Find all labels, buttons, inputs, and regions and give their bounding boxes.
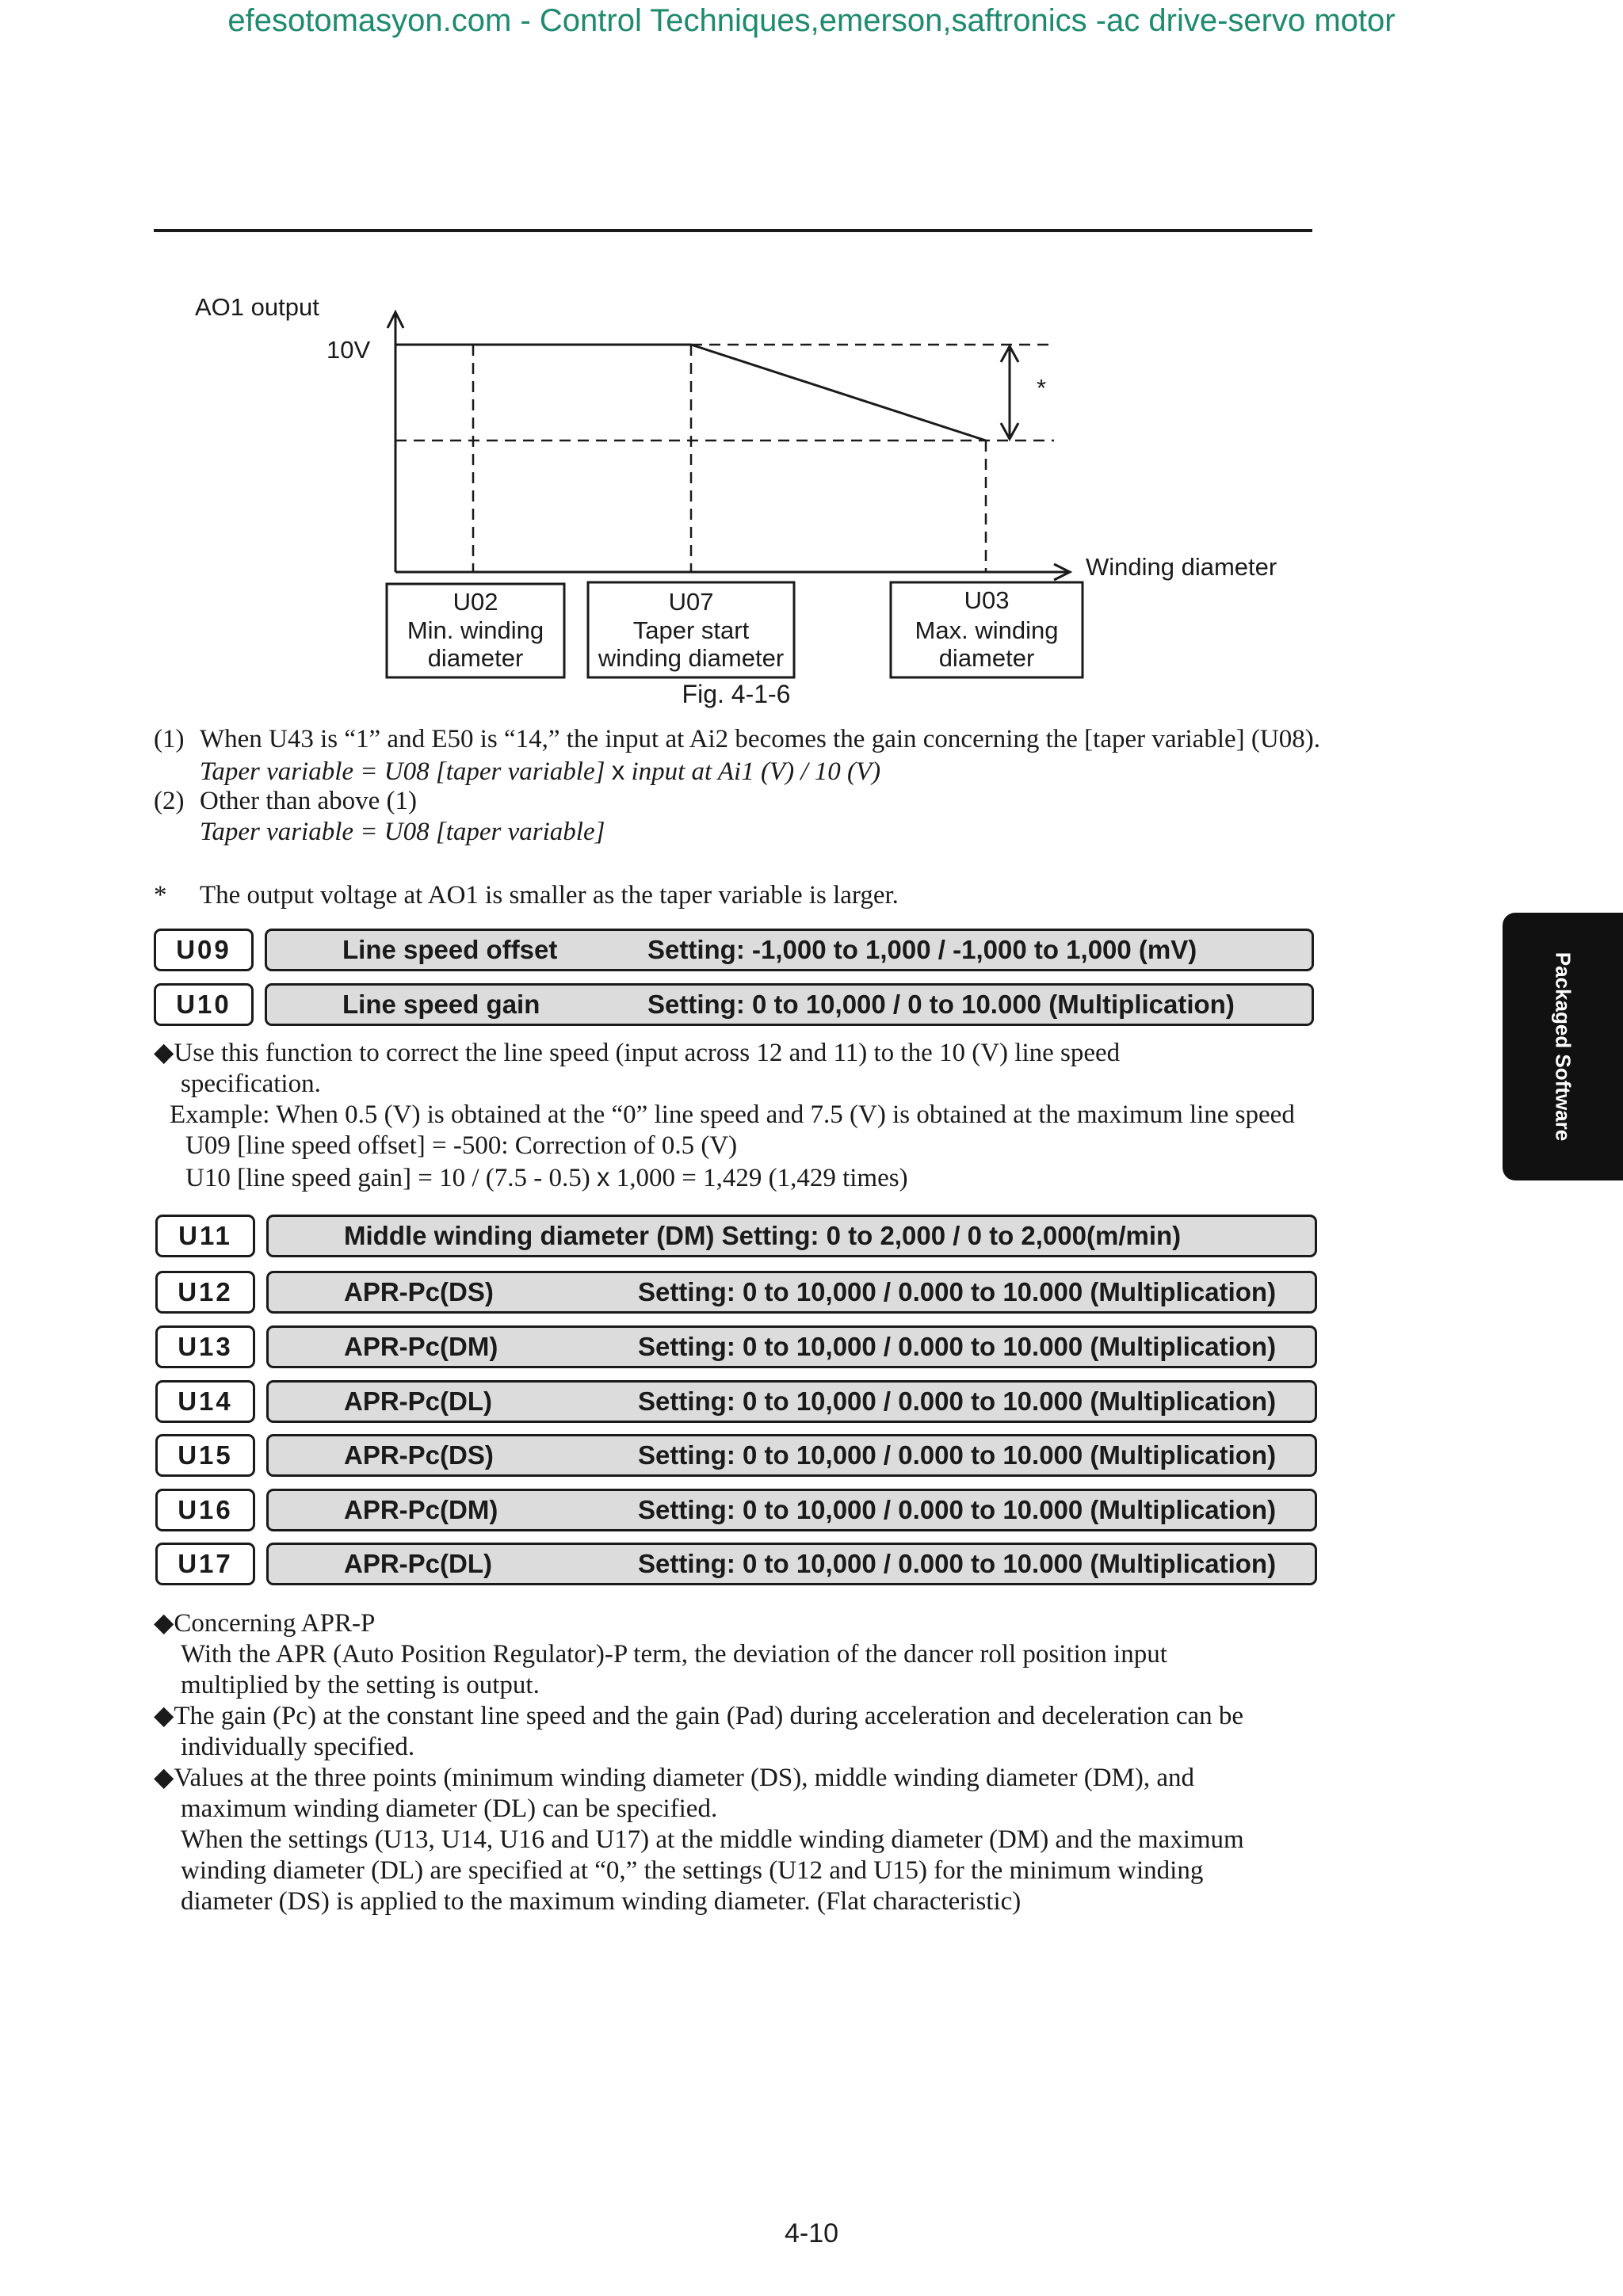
param-name: APR-Pc(DM) [344, 1495, 498, 1524]
asterisk-note-mark: * [154, 881, 167, 910]
note-1-formula-x: x [611, 756, 625, 785]
param-code: U10 [154, 983, 254, 1026]
figure-caption: Fig. 4-1-6 [682, 680, 791, 708]
apr-heading: ◆Concerning APR-P [154, 1609, 376, 1638]
param-setting: Setting: 0 to 10,000 / 0.000 to 10.000 (Multiplication) [638, 1549, 1277, 1578]
section-tab-label: Packaged Software [1551, 952, 1575, 1142]
note-1-formula [200, 755, 880, 788]
param-setting: Setting: -1,000 to 1,000 / -1,000 to 1,000 (mV) [647, 935, 1197, 964]
u07-line2: winding diameter [598, 644, 785, 672]
param-setting: Setting: 0 to 10,000 / 0.000 to 10.000 (Multiplication) [638, 1440, 1277, 1470]
param-title-box [266, 1543, 1317, 1585]
line-speed-example-gain [185, 1161, 908, 1194]
param-title-box [265, 929, 1314, 971]
param-name: APR-Pc(DS) [344, 1277, 494, 1306]
note-2-text: Other than above (1) [200, 787, 417, 815]
note-1-formula-a: Taper variable = U08 [taper variable] [200, 757, 612, 786]
section-tab[interactable] [1503, 913, 1623, 1180]
asterisk-label: * [1037, 374, 1047, 402]
param-name: Line speed gain [342, 990, 540, 1019]
apr-desc-line: ◆Values at the three points (minimum winding diameter (DS), middle winding diameter (DM), and [154, 1764, 1195, 1792]
param-code: U17 [155, 1543, 255, 1585]
param-setting: Setting: 0 to 10,000 / 0.000 to 10.000 (Multiplication) [638, 1277, 1277, 1306]
note-2-formula: Taper variable = U08 [taper variable] [200, 818, 605, 846]
asterisk-note-text: The output voltage at AO1 is smaller as the taper variable is larger. [200, 881, 899, 910]
line-speed-desc-2: specification. [181, 1070, 321, 1098]
param-setting: Setting: 0 to 10,000 / 0.000 to 10.000 (Multiplication) [638, 1495, 1277, 1524]
apr-desc-line: With the APR (Auto Position Regulator)-P term, the deviation of the dancer roll position input [181, 1640, 1167, 1669]
gain-calc-b: 1,000 = 1,429 (1,429 times) [609, 1164, 908, 1192]
param-code: U16 [155, 1489, 255, 1531]
note-1-formula-b: input at Ai1 (V) / 10 (V) [624, 757, 881, 786]
line-speed-example-offset: U09 [line speed offset] = -500: Correction of 0.5 (V) [185, 1131, 738, 1160]
param-title-box [266, 1215, 1317, 1257]
param-code: U13 [155, 1325, 255, 1368]
gain-calc-a: U10 [line speed gain] = 10 / (7.5 - 0.5) [185, 1164, 597, 1192]
param-setting: Setting: 0 to 10,000 / 0 to 10.000 (Multiplication) [647, 990, 1235, 1019]
param-title-box [266, 1325, 1317, 1368]
apr-desc-line: diameter (DS) is applied to the maximum winding diameter. (Flat characteristic) [181, 1887, 1022, 1916]
param-title-box [266, 1380, 1317, 1423]
param-code: U09 [154, 929, 254, 971]
param-title-box [266, 1489, 1317, 1531]
param-title-box [266, 1271, 1317, 1314]
watermark-header: efesotomasyon.com - Control Techniques,emerson,saftronics -ac drive-servo motor [227, 3, 1396, 38]
apr-desc-line: When the settings (U13, U14, U16 and U17) at the middle winding diameter (DM) and the maximum [181, 1825, 1244, 1854]
page-number: 4-10 [784, 2218, 839, 2248]
apr-desc-line: ◆The gain (Pc) at the constant line speed and the gain (Pad) during acceleration and deceleration can be [154, 1702, 1244, 1730]
y-axis-label: AO1 output [195, 293, 319, 321]
param-name: APR-Pc(DL) [344, 1386, 492, 1416]
asterisk-note [154, 880, 899, 911]
u07-code: U07 [668, 588, 714, 616]
x-axis-label: Winding diameter [1086, 553, 1277, 581]
param-name: APR-Pc(DM) [344, 1332, 498, 1361]
line-speed-example: Example: When 0.5 (V) is obtained at the “0” line speed and 7.5 (V) is obtained at the maximum line speed [170, 1100, 1295, 1129]
param-code: U12 [155, 1271, 255, 1314]
taper-figure [0, 0, 1623, 713]
param-title-box [266, 1434, 1317, 1477]
note-2-number: (2) [154, 787, 185, 815]
param-code: U11 [155, 1215, 255, 1257]
param-setting: Setting: 0 to 10,000 / 0.000 to 10.000 (Multiplication) [638, 1332, 1277, 1361]
apr-desc-line: winding diameter (DL) are specified at “0,” the settings (U12 and U15) for the minimum winding [181, 1856, 1204, 1885]
u07-line1: Taper start [632, 616, 750, 644]
output-taper-line [691, 345, 986, 441]
param-code: U14 [155, 1380, 255, 1423]
note-1-text: When U43 is “1” and E50 is “14,” the input at Ai2 becomes the gain concerning the [taper variable] (U08). [200, 725, 1320, 753]
u03-code: U03 [964, 586, 1010, 614]
param-text: Middle winding diameter (DM) Setting: 0 to 2,000 / 0 to 2,000(m/min) [344, 1221, 1182, 1250]
line-speed-desc-1: ◆Use this function to correct the line speed (input across 12 and 11) to the 10 (V) line speed [154, 1039, 1121, 1067]
param-title-box [265, 983, 1314, 1026]
u02-line1: Min. winding [407, 616, 544, 644]
param-name: Line speed offset [342, 935, 558, 964]
u02-code: U02 [453, 588, 498, 616]
u03-line1: Max. winding [915, 616, 1059, 644]
param-name: APR-Pc(DL) [344, 1549, 492, 1578]
param-setting: Setting: 0 to 10,000 / 0.000 to 10.000 (Multiplication) [638, 1386, 1277, 1416]
note-1-number: (1) [154, 725, 185, 753]
param-code: U15 [155, 1434, 255, 1477]
note-1 [154, 724, 1320, 755]
apr-desc-line: multiplied by the setting is output. [181, 1671, 540, 1699]
y-tick-label: 10V [327, 336, 371, 364]
note-2 [154, 786, 417, 817]
u02-line2: diameter [427, 644, 524, 672]
param-name: APR-Pc(DS) [344, 1440, 494, 1470]
apr-desc-line: individually specified. [181, 1733, 415, 1761]
u03-line2: diameter [938, 644, 1035, 672]
apr-desc-line: maximum winding diameter (DL) can be specified. [181, 1794, 718, 1823]
gain-calc-x: x [597, 1162, 610, 1192]
